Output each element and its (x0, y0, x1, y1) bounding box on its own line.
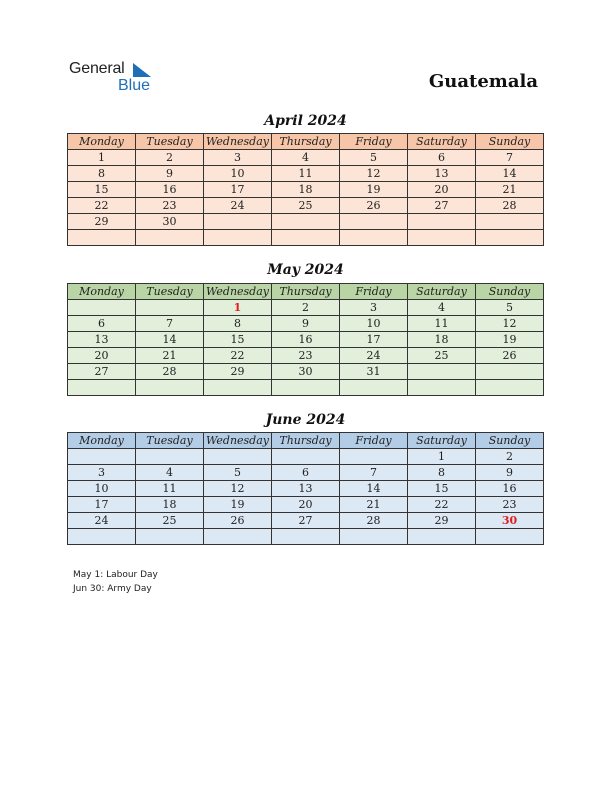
day-cell (408, 230, 476, 246)
weekday-header: Friday (340, 134, 408, 150)
day-cell: 16 (272, 332, 340, 348)
week-row (68, 364, 544, 380)
weekday-header: Wednesday (204, 284, 272, 300)
day-cell: 13 (272, 481, 340, 497)
week-row (68, 230, 544, 246)
day-cell (476, 364, 544, 380)
holiday-day-cell: 30 (476, 513, 544, 529)
day-cell: 29 (68, 214, 136, 230)
day-cell (408, 364, 476, 380)
day-cell (476, 230, 544, 246)
day-cell: 23 (272, 348, 340, 364)
week-row (68, 214, 544, 230)
day-cell (340, 449, 408, 465)
day-cell (68, 380, 136, 396)
day-cell: 5 (204, 465, 272, 481)
day-cell: 12 (340, 166, 408, 182)
day-cell: 2 (272, 300, 340, 316)
weekday-header: Friday (340, 433, 408, 449)
week-row (68, 513, 544, 529)
day-cell: 5 (476, 300, 544, 316)
day-cell: 25 (272, 198, 340, 214)
day-cell: 3 (204, 150, 272, 166)
day-cell (204, 380, 272, 396)
week-row (68, 332, 544, 348)
day-cell (68, 529, 136, 545)
day-cell: 14 (136, 332, 204, 348)
day-cell: 4 (272, 150, 340, 166)
day-cell (204, 214, 272, 230)
weekday-header: Thursday (272, 433, 340, 449)
weekday-header-row (68, 433, 544, 449)
day-cell: 3 (68, 465, 136, 481)
day-cell (476, 214, 544, 230)
week-row (68, 150, 544, 166)
day-cell: 12 (204, 481, 272, 497)
day-cell: 29 (408, 513, 476, 529)
day-cell: 6 (68, 316, 136, 332)
weekday-header: Friday (340, 284, 408, 300)
week-row (68, 166, 544, 182)
day-cell: 18 (272, 182, 340, 198)
day-cell: 17 (340, 332, 408, 348)
week-row (68, 529, 544, 545)
week-row (68, 182, 544, 198)
day-cell: 22 (68, 198, 136, 214)
weekday-header: Sunday (476, 284, 544, 300)
day-cell: 14 (340, 481, 408, 497)
week-row (68, 449, 544, 465)
month-title-june: June 2024 (265, 412, 346, 428)
weekday-header: Tuesday (136, 134, 204, 150)
day-cell: 23 (136, 198, 204, 214)
day-cell: 29 (204, 364, 272, 380)
day-cell: 20 (68, 348, 136, 364)
day-cell: 9 (136, 166, 204, 182)
day-cell: 19 (340, 182, 408, 198)
day-cell: 26 (204, 513, 272, 529)
logo-text-general: General (69, 60, 125, 77)
day-cell (136, 230, 204, 246)
day-cell: 4 (408, 300, 476, 316)
day-cell (408, 380, 476, 396)
day-cell: 1 (68, 150, 136, 166)
day-cell: 16 (136, 182, 204, 198)
day-cell: 18 (136, 497, 204, 513)
day-cell: 17 (68, 497, 136, 513)
week-row (68, 198, 544, 214)
day-cell (204, 529, 272, 545)
day-cell: 4 (136, 465, 204, 481)
day-cell: 20 (272, 497, 340, 513)
day-cell: 10 (68, 481, 136, 497)
day-cell: 3 (340, 300, 408, 316)
day-cell (136, 300, 204, 316)
day-cell: 7 (136, 316, 204, 332)
day-cell: 20 (408, 182, 476, 198)
week-row (68, 300, 544, 316)
day-cell: 28 (136, 364, 204, 380)
day-cell (136, 380, 204, 396)
day-cell: 21 (476, 182, 544, 198)
day-cell: 11 (136, 481, 204, 497)
day-cell: 30 (272, 364, 340, 380)
day-cell: 25 (408, 348, 476, 364)
day-cell (340, 529, 408, 545)
day-cell: 2 (476, 449, 544, 465)
day-cell (340, 230, 408, 246)
week-row (68, 465, 544, 481)
calendar-may (67, 283, 544, 396)
day-cell: 28 (476, 198, 544, 214)
day-cell (272, 529, 340, 545)
day-cell: 15 (204, 332, 272, 348)
weekday-header-row (68, 134, 544, 150)
day-cell: 24 (340, 348, 408, 364)
day-cell: 28 (340, 513, 408, 529)
day-cell (68, 300, 136, 316)
day-cell (340, 214, 408, 230)
weekday-header: Saturday (408, 433, 476, 449)
day-cell: 25 (136, 513, 204, 529)
day-cell (68, 230, 136, 246)
calendar-april (67, 133, 544, 246)
weekday-header: Thursday (272, 284, 340, 300)
weekday-header: Wednesday (204, 433, 272, 449)
day-cell: 12 (476, 316, 544, 332)
day-cell: 27 (272, 513, 340, 529)
day-cell: 9 (272, 316, 340, 332)
week-row (68, 481, 544, 497)
day-cell: 15 (408, 481, 476, 497)
day-cell (408, 214, 476, 230)
day-cell: 10 (204, 166, 272, 182)
month-title-april: April 2024 (264, 113, 347, 129)
day-cell: 6 (272, 465, 340, 481)
weekday-header: Monday (68, 134, 136, 150)
day-cell: 30 (136, 214, 204, 230)
day-cell (408, 529, 476, 545)
day-cell: 8 (408, 465, 476, 481)
generalblue-logo (69, 60, 159, 96)
calendar-june (67, 432, 544, 545)
country-title: Guatemala (428, 71, 538, 92)
weekday-header: Sunday (476, 433, 544, 449)
day-cell: 5 (340, 150, 408, 166)
day-cell (272, 449, 340, 465)
day-cell: 26 (340, 198, 408, 214)
weekday-header: Tuesday (136, 433, 204, 449)
day-cell: 8 (68, 166, 136, 182)
day-cell: 19 (204, 497, 272, 513)
holiday-note: May 1: Labour Day (73, 570, 158, 580)
logo-text-blue: Blue (118, 77, 151, 94)
day-cell: 15 (68, 182, 136, 198)
day-cell: 13 (68, 332, 136, 348)
day-cell (136, 449, 204, 465)
day-cell (136, 529, 204, 545)
day-cell: 1 (408, 449, 476, 465)
day-cell: 22 (204, 348, 272, 364)
weekday-header: Saturday (408, 284, 476, 300)
week-row (68, 348, 544, 364)
day-cell: 11 (272, 166, 340, 182)
day-cell (272, 230, 340, 246)
week-row (68, 380, 544, 396)
day-cell: 18 (408, 332, 476, 348)
day-cell (476, 380, 544, 396)
day-cell: 8 (204, 316, 272, 332)
day-cell: 6 (408, 150, 476, 166)
day-cell: 13 (408, 166, 476, 182)
weekday-header: Sunday (476, 134, 544, 150)
weekday-header: Thursday (272, 134, 340, 150)
day-cell (68, 449, 136, 465)
day-cell (340, 380, 408, 396)
day-cell: 11 (408, 316, 476, 332)
holiday-day-cell: 1 (204, 300, 272, 316)
weekday-header-row (68, 284, 544, 300)
day-cell: 27 (408, 198, 476, 214)
day-cell: 2 (136, 150, 204, 166)
weekday-header: Wednesday (204, 134, 272, 150)
day-cell: 23 (476, 497, 544, 513)
day-cell (476, 529, 544, 545)
day-cell (204, 449, 272, 465)
day-cell: 9 (476, 465, 544, 481)
weekday-header: Tuesday (136, 284, 204, 300)
holiday-notes (73, 568, 158, 596)
month-title-may: May 2024 (267, 262, 344, 278)
weekday-header: Saturday (408, 134, 476, 150)
week-row (68, 316, 544, 332)
weekday-header: Monday (68, 284, 136, 300)
day-cell: 21 (340, 497, 408, 513)
day-cell: 31 (340, 364, 408, 380)
day-cell: 26 (476, 348, 544, 364)
weekday-header: Monday (68, 433, 136, 449)
day-cell: 22 (408, 497, 476, 513)
week-row (68, 497, 544, 513)
day-cell: 21 (136, 348, 204, 364)
day-cell: 7 (476, 150, 544, 166)
day-cell: 17 (204, 182, 272, 198)
day-cell (272, 380, 340, 396)
day-cell (272, 214, 340, 230)
day-cell: 7 (340, 465, 408, 481)
logo-triangle-icon (133, 63, 151, 77)
day-cell: 16 (476, 481, 544, 497)
day-cell: 14 (476, 166, 544, 182)
day-cell: 24 (204, 198, 272, 214)
day-cell (204, 230, 272, 246)
day-cell: 27 (68, 364, 136, 380)
day-cell: 24 (68, 513, 136, 529)
holiday-note: Jun 30: Army Day (73, 584, 152, 594)
day-cell: 19 (476, 332, 544, 348)
day-cell: 10 (340, 316, 408, 332)
